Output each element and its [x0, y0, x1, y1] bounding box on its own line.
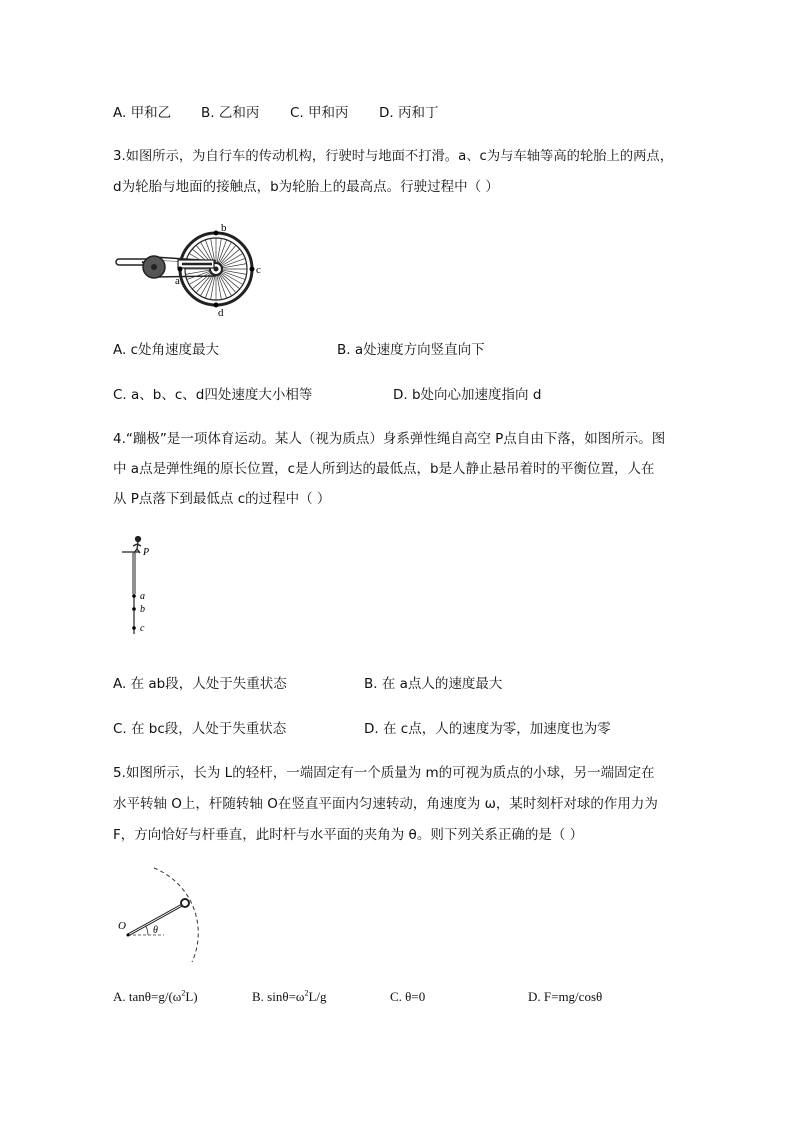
bicycle-transmission-figure: [112, 218, 272, 318]
label-b: b: [221, 222, 227, 234]
q5-stem-line-3: F，方向恰好与杆垂直，此时杆与水平面的夹角为 θ。则下列关系正确的是（ ）: [113, 827, 584, 843]
q5-option-d[interactable]: D. F=mg/cosθ: [528, 989, 603, 1004]
point-a-marker: [132, 594, 136, 598]
label-a: a: [175, 275, 180, 287]
label-c: c: [140, 623, 145, 634]
elastic-rope: [133, 553, 135, 594]
q2-option-b[interactable]: B. 乙和丙: [201, 105, 260, 121]
q4-option-a[interactable]: A. 在 ab段，人处于失重状态: [113, 676, 287, 692]
q2-option-d[interactable]: D. 丙和丁: [379, 105, 439, 121]
q5-option-b[interactable]: B. $\sin\theta=\omega^2L/g$: [252, 988, 327, 1004]
q2-option-c[interactable]: C. 甲和丙: [290, 105, 349, 121]
label-c: c: [256, 264, 261, 276]
q5-stem-line-2: 水平转轴 O上，杆随转轴 O在竖直平面内匀速转动，角速度为 ω，某时刻杆对球的作用力为: [113, 796, 658, 812]
q3-stem-line-2: d为轮胎与地面的接触点，b为轮胎上的最高点。行驶过程中（ ）: [113, 179, 499, 195]
q5-stem-line-1: 5.如图所示，长为 L的轻杆，一端固定有一个质量为 m的可视为质点的小球，另一端固定在: [113, 765, 655, 781]
label-a: a: [140, 591, 145, 602]
label-p: P: [143, 547, 150, 558]
rotating-rod-figure: [114, 866, 224, 966]
ball: [181, 899, 189, 907]
q3-stem-line-1: 3.如图所示，为自行车的传动机构，行驶时与地面不打滑。a、c为与车轴等高的轮胎上的两点，: [113, 149, 674, 164]
rear-wheel: [178, 233, 252, 305]
point-b-marker: [132, 607, 136, 611]
q4-stem-line-2: 中 a点是弹性绳的原长位置，c是人所到达的最低点，b是人静止悬吊着时的平衡位置，人在: [113, 461, 655, 477]
q3-option-b[interactable]: B. a处速度方向竖直向下: [337, 342, 485, 358]
circular-path-arc: [154, 868, 198, 962]
angle-theta-arc: [146, 926, 149, 936]
point-c-marker: [132, 626, 136, 630]
q3-option-a[interactable]: A. c处角速度最大: [113, 342, 220, 358]
q5-option-a[interactable]: A. $\tan\theta=g/(\omega^2L)$: [113, 988, 198, 1004]
label-o: O: [118, 920, 126, 932]
q4-stem-line-1: 4.“蹦极”是一项体育运动。某人（视为质点）身系弹性绳自高空 P点自由下落，如图所示。图: [113, 431, 666, 447]
axis-o-marker: [127, 934, 130, 937]
q3-option-c[interactable]: C. a、b、c、d四处速度大小相等: [113, 387, 313, 403]
q4-option-b[interactable]: B. 在 a点人的速度最大: [364, 676, 503, 692]
point-b-marker: [214, 231, 219, 236]
q4-stem-line-3: 从 P点落下到最低点 c的过程中（ ）: [113, 491, 331, 507]
jumper-icon: [133, 537, 141, 554]
front-sprocket: [143, 256, 165, 278]
label-d: d: [218, 307, 224, 319]
q5-option-c[interactable]: C. θ=0: [390, 989, 426, 1004]
q2-option-a[interactable]: A. 甲和乙: [113, 105, 172, 121]
point-c-marker: [250, 267, 255, 272]
label-theta: θ: [153, 925, 158, 936]
point-a-marker: [178, 267, 183, 272]
label-b: b: [140, 604, 145, 615]
q4-option-c[interactable]: C. 在 bc段，人处于失重状态: [113, 721, 287, 737]
q4-option-d[interactable]: D. 在 c点，人的速度为零，加速度也为零: [364, 721, 611, 737]
q3-option-d[interactable]: D. b处向心加速度指向 d: [393, 387, 542, 403]
bungee-jump-figure: [118, 532, 168, 640]
